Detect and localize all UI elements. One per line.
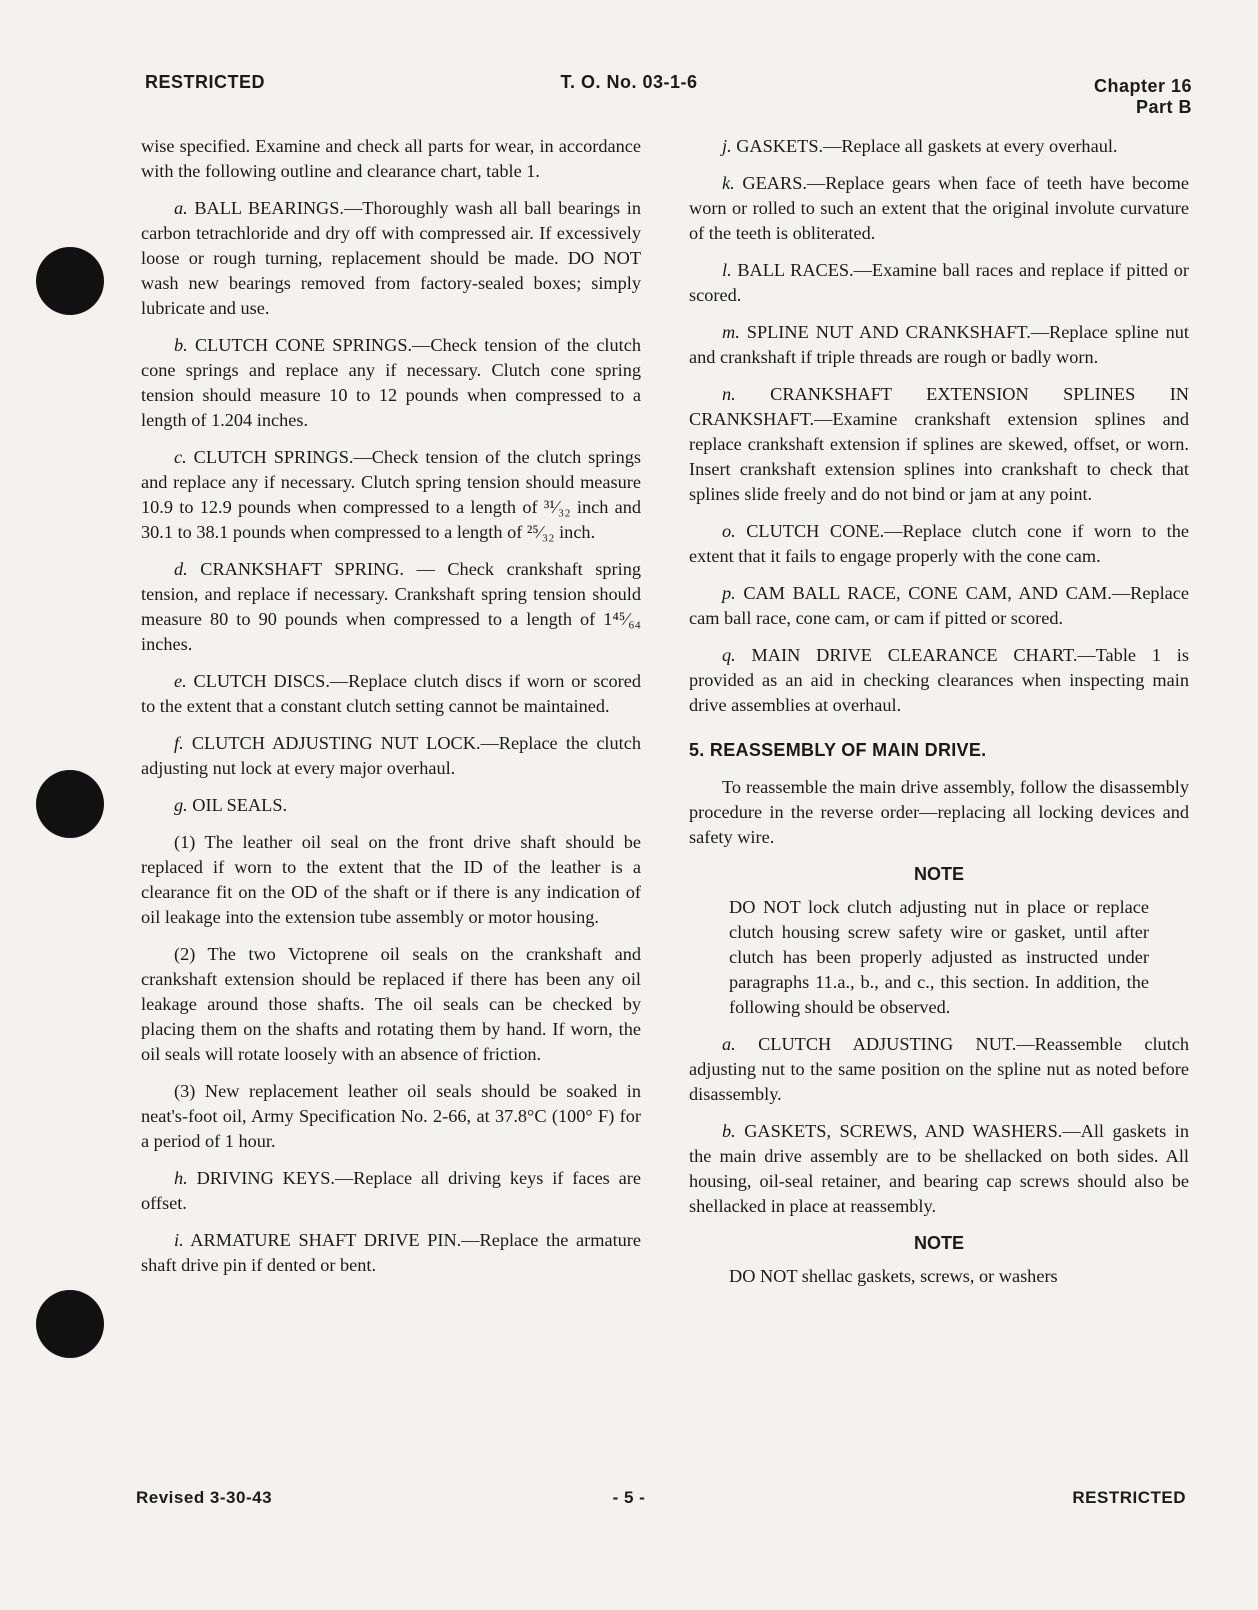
left-column — [141, 134, 641, 1290]
paragraph-clutch-adjusting-nut-lock — [141, 731, 641, 781]
subparagraph-1: (1) The leather oil seal on the front drive shaft should be replaced if worn to the extent that the ID of the leather is a clearance fit on the OD of the shaft or if there is any indication of oil leakage into the extension tube assembly or motor housing. — [141, 832, 641, 927]
paragraph-clutch-cone-springs — [141, 333, 641, 433]
item-letter: m. — [722, 322, 740, 342]
paragraph-clutch-discs — [141, 669, 641, 719]
item-text: SPLINE NUT AND CRANKSHAFT.—Replace spline nut and crankshaft if triple threads are rough or badly worn. — [689, 322, 1189, 367]
item-text: CAM BALL RACE, CONE CAM, AND CAM.—Replace cam ball race, cone cam, or cam if pitted or scored. — [689, 583, 1189, 628]
binder-hole — [36, 1290, 104, 1358]
item-text: CLUTCH DISCS.—Replace clutch discs if worn or scored to the extent that a constant clutch setting cannot be maintained. — [141, 671, 641, 716]
item-text: BALL BEARINGS.—Thoroughly wash all ball bearings in carbon tetrachloride and dry off with compressed air. If excessively loose or rough turning, replacement should be made. DO NOT wash new bearings removed from factory-sealed boxes; simply lubricate and use. — [141, 198, 641, 318]
paragraph: wise specified. Examine and check all parts for wear, in accordance with the following outline and clearance chart, table 1. — [141, 136, 641, 181]
item-letter: b. — [722, 1121, 736, 1141]
paragraph-gears — [689, 171, 1189, 246]
item-letter: o. — [722, 521, 736, 541]
header-chapter-line: Chapter 16 — [1093, 76, 1192, 96]
item-letter: a. — [722, 1034, 736, 1054]
subparagraph-2: (2) The two Victoprene oil seals on the crankshaft and crankshaft extension should be replaced if there has been any oil leakage around those shafts. The oil seals can be checked by placing them on the shafts and rotating them by hand. If worn, the oil seals will rotate loosely with an absence of friction. — [141, 944, 641, 1064]
item-letter: h. — [174, 1168, 188, 1188]
paragraph-crankshaft-extension-splines — [689, 382, 1189, 507]
header-document-number: T. O. No. 03-1-6 — [560, 72, 698, 92]
footer-revision: Revised 3-30-43 — [136, 1488, 273, 1507]
paragraph-oil-seals — [141, 793, 641, 818]
right-column — [689, 134, 1189, 1289]
binder-hole — [36, 247, 104, 315]
item-letter: e. — [174, 671, 187, 691]
item-letter: c. — [174, 447, 187, 467]
page-number: - 5 - — [612, 1488, 646, 1507]
paragraph-clutch-springs — [141, 445, 641, 545]
paragraph-clearance-chart — [689, 643, 1189, 718]
item-text: ARMATURE SHAFT DRIVE PIN.—Replace the armature shaft drive pin if dented or bent. — [141, 1230, 641, 1275]
header-chapter — [1094, 76, 1192, 118]
paragraph-gaskets-screws-washers — [689, 1119, 1189, 1219]
item-text: CLUTCH ADJUSTING NUT.—Reassemble clutch adjusting nut to the same position on the spline nut as noted before disassembly. — [689, 1034, 1189, 1104]
item-letter: i. — [174, 1230, 184, 1250]
paragraph-ball-races — [689, 258, 1189, 308]
item-text: CRANKSHAFT EXTENSION SPLINES IN CRANKSHAFT.—Examine crankshaft extension splines and replace crankshaft extension if splines are skewed, offset, or worn. Insert crankshaft extension splines into crankshaft to check that splines slide freely and do not bind or jam at any point. — [689, 384, 1189, 504]
paragraph-ball-bearings — [141, 196, 641, 321]
item-text: GASKETS.—Replace all gaskets at every overhaul. — [731, 136, 1118, 156]
header-classification: RESTRICTED — [145, 72, 266, 92]
item-letter: j. — [722, 136, 732, 156]
item-text: BALL RACES.—Examine ball races and replace if pitted or scored. — [689, 260, 1189, 305]
item-text: GEARS.—Replace gears when face of teeth have become worn or rolled to such an extent that the original involute curvature of the teeth is obliterated. — [689, 173, 1189, 243]
subparagraph-3: (3) New replacement leather oil seals should be soaked in neat's-foot oil, Army Specification No. 2-66, at 37.8°C (100° F) for a period of 1 hour. — [141, 1081, 641, 1151]
item-text: CLUTCH SPRINGS.—Check tension of the clutch springs and replace any if necessary. Clutch spring tension should measure 10.9 to 12.9 pounds when compressed to a length of ³¹⁄₃₂ inch and 30.1 to 38.1 pounds when compressed to a length of ²⁵⁄₃₂ inch. — [141, 447, 641, 542]
item-text: MAIN DRIVE CLEARANCE CHART.—Table 1 is provided as an aid in checking clearances when inspecting main drive assemblies at overhaul. — [689, 645, 1189, 715]
item-text: CRANKSHAFT SPRING. — Check crankshaft spring tension, and replace if necessary. Crankshaft spring tension should measure 80 to 90 pounds when compressed to a length of 1⁴⁵⁄₆₄ inches. — [141, 559, 641, 654]
binder-hole — [36, 770, 104, 838]
item-letter: k. — [722, 173, 735, 193]
item-letter: a. — [174, 198, 188, 218]
item-text: CLUTCH CONE SPRINGS.—Check tension of the clutch cone springs and replace any if necessary. Clutch cone spring tension should measure 10 to 12 pounds when compressed to a length of 1.204 inches. — [141, 335, 641, 430]
paragraph-armature-shaft-drive-pin — [141, 1228, 641, 1278]
paragraph-clutch-cone — [689, 519, 1189, 569]
item-letter: b. — [174, 335, 188, 355]
item-text: OIL SEALS. — [187, 795, 288, 815]
paragraph-spline-nut — [689, 320, 1189, 370]
note-heading: NOTE — [913, 1233, 964, 1253]
paragraph-clutch-adjusting-nut — [689, 1032, 1189, 1107]
item-letter: d. — [174, 559, 188, 579]
paragraph-cam-ball-race — [689, 581, 1189, 631]
item-text: GASKETS, SCREWS, AND WASHERS.—All gaskets in the main drive assembly are to be shellacked on both sides. All housing, oil-seal retainer, and bearing cap screws should also be shellacked in place at reassembly. — [689, 1121, 1189, 1216]
item-letter: l. — [722, 260, 732, 280]
item-letter: n. — [722, 384, 736, 404]
header-part-line: Part B — [1135, 97, 1192, 117]
item-text: CLUTCH ADJUSTING NUT LOCK.—Replace the clutch adjusting nut lock at every major overhaul. — [141, 733, 641, 778]
item-letter: p. — [722, 583, 736, 603]
item-letter: f. — [174, 733, 184, 753]
footer-classification: RESTRICTED — [1072, 1488, 1186, 1507]
item-text: DRIVING KEYS.—Replace all driving keys if faces are offset. — [141, 1168, 641, 1213]
paragraph-gaskets — [689, 134, 1189, 159]
item-letter: q. — [722, 645, 736, 665]
paragraph-driving-keys — [141, 1166, 641, 1216]
note-heading: NOTE — [913, 864, 964, 884]
item-letter: g. — [174, 795, 188, 815]
paragraph-crankshaft-spring — [141, 557, 641, 657]
note-body: DO NOT shellac gaskets, screws, or washers — [729, 1266, 1058, 1286]
item-text: CLUTCH CONE.—Replace clutch cone if worn to the extent that it fails to engage properly with the cone cam. — [689, 521, 1189, 566]
note-body: DO NOT lock clutch adjusting nut in place or replace clutch housing screw safety wire or gasket, until after clutch has been properly adjusted as instructed under paragraphs 11.a., b., and c., this section. In addition, the following should be observed. — [729, 897, 1149, 1017]
section-heading: 5. REASSEMBLY OF MAIN DRIVE. — [689, 740, 987, 760]
paragraph-section-intro: To reassemble the main drive assembly, follow the disassembly procedure in the reverse order—replacing all locking devices and safety wire. — [689, 777, 1189, 847]
